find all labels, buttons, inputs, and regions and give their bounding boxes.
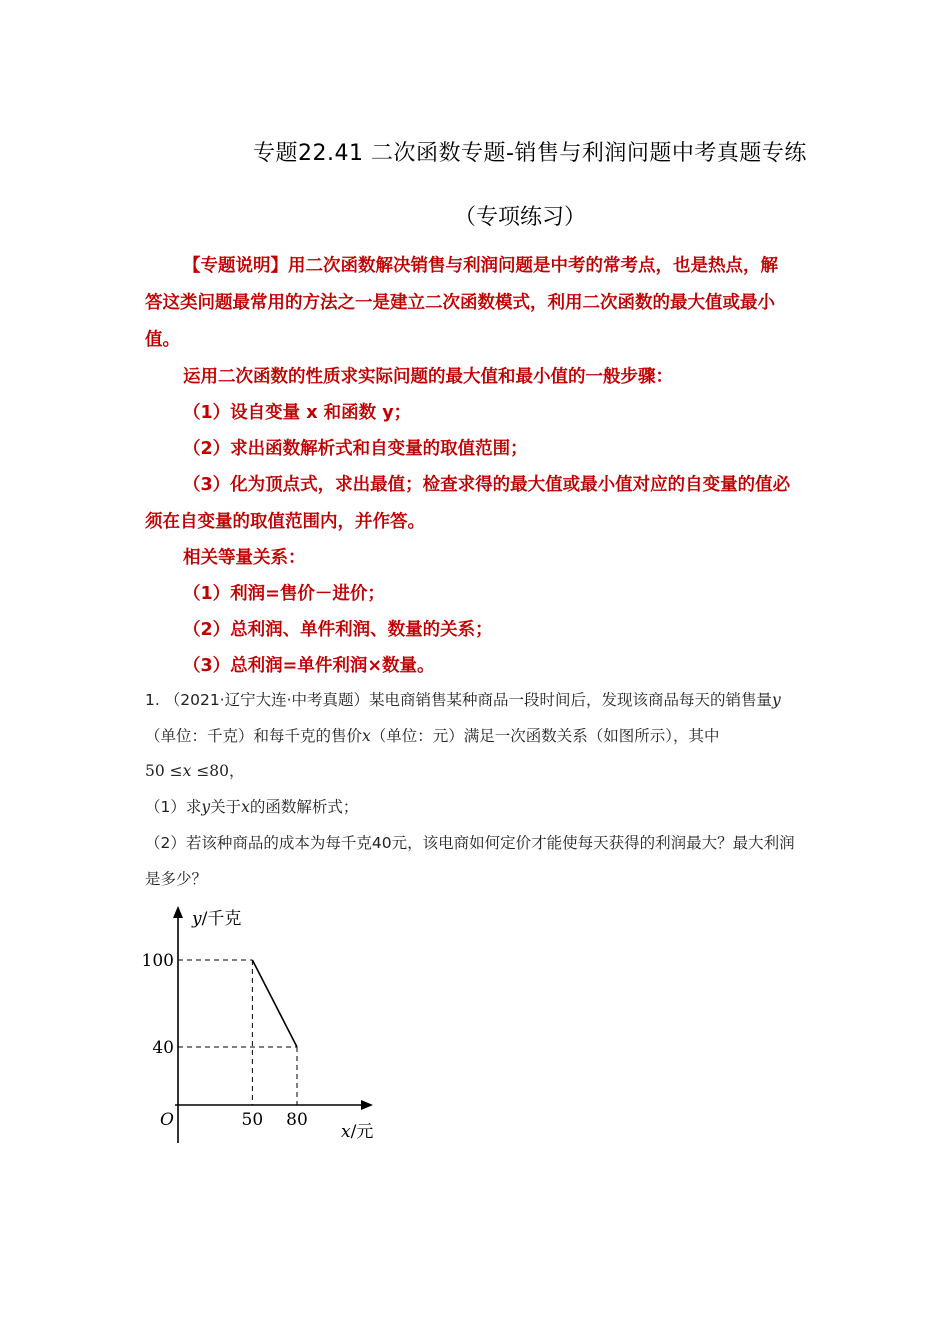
step-3-line-2: 须在自变量的取值范围内，并作答。 <box>145 512 425 532</box>
intro-line-3: 值。 <box>145 330 180 350</box>
var-y: y <box>201 798 211 816</box>
x-axis-label <box>341 1122 373 1142</box>
y-axis-label <box>191 909 241 929</box>
y-axis-unit: /千克 <box>201 909 242 929</box>
relations-heading: 相关等量关系： <box>183 548 306 568</box>
range-lower: 50 ≤ <box>145 762 183 780</box>
part-1-a: （1）求 <box>145 798 202 816</box>
step-3-line-1: （3）化为顶点式，求出最值；检查求得的最大值或最小值对应的自变量的值必 <box>183 475 791 495</box>
relation-1: （1）利润=售价－进价； <box>183 584 385 604</box>
series-line <box>252 960 297 1047</box>
x-axis-arrow <box>361 1100 373 1110</box>
var-x: x <box>182 762 192 780</box>
page-subtitle: （专项练习） <box>453 205 586 230</box>
steps-heading: 运用二次函数的性质求实际问题的最大值和最小值的一般步骤： <box>183 367 673 387</box>
y-axis-arrow <box>173 906 183 918</box>
x-axis-var: x <box>341 1122 351 1142</box>
relation-2: （2）总利润、单件利润、数量的关系； <box>183 620 493 640</box>
y-tick-label: 100 <box>141 951 174 971</box>
y-axis-var: y <box>192 909 202 929</box>
page-title: 专题22.41 二次函数专题-销售与利润问题中考真题专练 <box>253 141 807 166</box>
sales-graph <box>135 900 395 1150</box>
intro-line-1: 【专题说明】用二次函数解决销售与利润问题是中考的常考点，也是热点，解 <box>183 256 778 276</box>
part-1 <box>145 790 358 825</box>
graph-layer <box>142 906 374 1143</box>
y-tick-label: 40 <box>152 1038 174 1058</box>
question-line-1 <box>145 683 781 718</box>
origin-label: O <box>160 1110 174 1130</box>
intro-line-2: 答这类问题最常用的方法之一是建立二次函数模式，利用二次函数的最大值或最小 <box>145 293 775 313</box>
step-2: （2）求出函数解析式和自变量的取值范围； <box>183 439 528 459</box>
part-2-line-1: （2）若该种商品的成本为每千克40元，该电商如何定价才能使每天获得的利润最大？最大利润 <box>145 834 795 852</box>
step-1: （1）设自变量 x 和函数 y； <box>183 403 412 423</box>
question-line-3 <box>145 754 245 789</box>
x-axis-unit: /元 <box>350 1122 374 1142</box>
question-line-2 <box>145 719 720 754</box>
question-line-2-part-b: （单位：元）满足一次函数关系（如图所示），其中 <box>370 727 720 745</box>
var-y: y <box>772 691 781 709</box>
range-upper: ≤80， <box>191 762 245 780</box>
var-x: x <box>241 798 250 816</box>
question-line-2-part-a: （单位：千克）和每千克的售价 <box>145 727 363 745</box>
x-tick-label: 50 <box>241 1110 264 1130</box>
var-x: x <box>362 727 371 745</box>
x-tick-label: 80 <box>286 1110 308 1130</box>
question-number: 1. <box>145 691 160 709</box>
relation-3: （3）总利润=单件利润×数量。 <box>183 656 435 676</box>
part-1-b: 关于 <box>210 798 242 816</box>
part-2-line-2: 是多少？ <box>145 870 208 888</box>
question-text: （2021·辽宁大连·中考真题）某电商销售某种商品一段时间后，发现该商品每天的销售量 <box>164 691 773 709</box>
part-1-c: 的函数解析式； <box>249 798 359 816</box>
